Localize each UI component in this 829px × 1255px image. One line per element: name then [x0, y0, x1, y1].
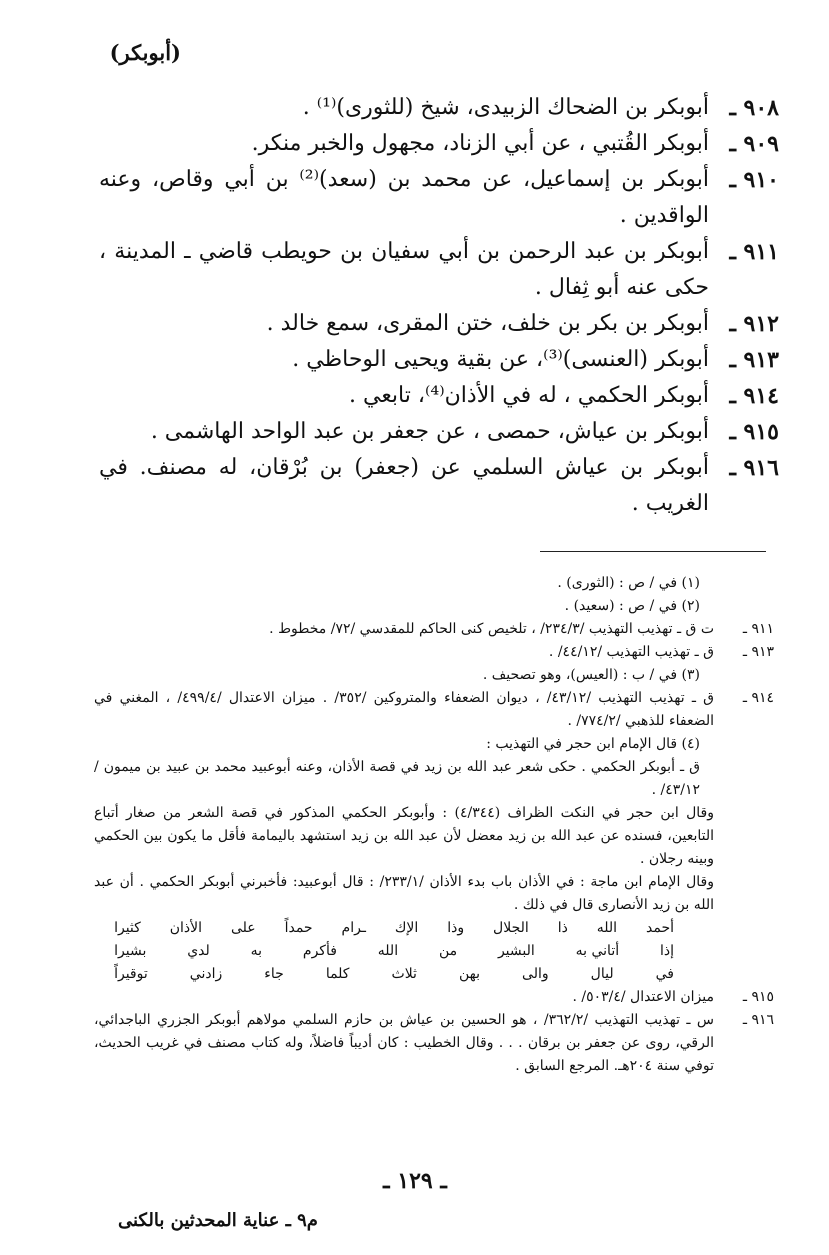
entry — [99, 342, 779, 378]
poem-word: ـرام — [341, 920, 366, 936]
footnote-text: وقال الإمام ابن ماجة : في الأذان باب بدء الأذان /٢٣٣/١/ : قال أبوعبيد: فأخبرني أبوبكر الحكمي . أن عبد الله بن زيد الأنصارى قال في ذلك . — [94, 874, 715, 913]
footnote — [94, 986, 774, 1009]
footnote — [94, 733, 774, 756]
poem-word: به — [250, 943, 263, 959]
poem-word: الجلال — [493, 920, 529, 936]
footnote-text: ت ق ـ تهذيب التهذيب /٢٣٤/٣/ ، تلخيص كنى الحاكم للمقدسي /٧٢/ مخطوط . — [269, 621, 714, 637]
footnote-ref: ٩١٥ ـ — [742, 989, 774, 1005]
poem-word: فأكرم — [302, 943, 337, 959]
footnote — [94, 664, 774, 687]
poem-line — [114, 917, 674, 940]
entry-number: ٩٠٩ ـ — [729, 131, 779, 157]
poem-word: والى — [522, 966, 549, 982]
footnote-ref: ٩١١ ـ — [742, 621, 774, 637]
page-number: ـ ١٢٩ ـ — [383, 1168, 447, 1194]
entry-text: أبوبكر (العنسى)⁽³⁾، عن بقية ويحيى الوحاظي . — [292, 347, 709, 372]
poem-word: أتاني به — [575, 943, 620, 959]
entry — [99, 162, 779, 234]
poem-word: بشيرا — [114, 943, 147, 959]
running-header: (أبوبكر) — [109, 40, 181, 65]
entry-text: أبوبكر الحكمي ، له في الأذان⁽⁴⁾، تابعي . — [349, 383, 709, 408]
poem-line — [114, 940, 674, 963]
entry-text: أبوبكر بن عياش، حمصى ، عن جعفر بن عبد الواحد الهاشمى . — [150, 419, 709, 444]
book-title-footer: م٩ ـ عناية المحدثين بالكنى — [118, 1210, 318, 1231]
footnote-separator — [540, 551, 766, 552]
poem — [114, 917, 774, 986]
entry-text: أبوبكر بن إسماعيل، عن محمد بن (سعد)⁽²⁾ بن أبي وقاص، وعنه الواقدين . — [99, 167, 709, 228]
entry — [99, 450, 779, 522]
entry-text: أبوبكر بن بكر بن خلف، ختن المقرى، سمع خالد . — [266, 311, 709, 336]
entry-number: ٩١٠ ـ — [729, 167, 779, 193]
poem-word: حمداً — [284, 920, 313, 936]
footnote-text: وقال ابن حجر في النكت الظراف (٤/٣٤٤) : وأبوبكر الحكمي المذكور في قصة الشعر من صغار أتباع التابعين، فسنده عن عبد الله بن زيد معضل لأن عبد الله بن زيد استشهد باليمامة فأقل ما يكون بين الحكمي وبينه رجلان . — [94, 805, 715, 867]
footnote-text: ق ـ تهذيب التهذيب /٤٤/١٢/ . — [548, 644, 714, 660]
entry — [99, 90, 779, 126]
footnotes — [94, 572, 774, 1078]
entry — [99, 414, 779, 450]
entry-text: أبوبكر بن عياش السلمي عن (جعفر) بن بُرْقان، له مصنف. في الغريب . — [99, 455, 709, 516]
footnote — [94, 1009, 774, 1078]
poem-word: الله — [377, 943, 399, 959]
entry-number: ٩١٣ ـ — [729, 347, 779, 373]
entry-number: ٩١٦ ـ — [729, 455, 779, 481]
poem-word: توقيراً — [114, 966, 148, 982]
entry-text: أبوبكر القُتبي ، عن أبي الزناد، مجهول والخبر منكر. — [251, 131, 709, 156]
poem-word: الله — [596, 920, 618, 936]
poem-word: الإك — [394, 920, 419, 936]
poem-word: كلما — [325, 966, 350, 982]
poem-word: على — [230, 920, 256, 936]
poem-word: ذا — [557, 920, 568, 936]
footnote — [94, 618, 774, 641]
entry-number: ٩٠٨ ـ — [729, 95, 779, 121]
poem-word: زادني — [189, 966, 223, 982]
entries-list — [99, 90, 779, 522]
entry — [99, 234, 779, 306]
poem-word: ثلاث — [391, 966, 417, 982]
footnote-text: س ـ تهذيب التهذيب /٣٦٢/٢/ ، هو الحسين بن عياش بن حازم السلمي مولاهم أبوبكر الجزري الباجدائي، الرقي، روى عن جعفر بن برقان . . . وقال الخطيب : كان أديباً فاضلاً، وله كتاب مصنف في غريب الحديث، توفي سنة ٢٠٤هـ. المرجع السابق . — [94, 1012, 714, 1074]
footnote — [94, 595, 774, 618]
poem-word: جاء — [264, 966, 284, 982]
poem-line — [114, 963, 674, 986]
poem-word: بهن — [458, 966, 480, 982]
entry-text: أبوبكر بن عبد الرحمن بن أبي سفيان بن حويطب قاضي ـ المدينة ، حكى عنه أبو ثِفال . — [99, 239, 709, 300]
footnote — [94, 641, 774, 664]
entry-number: ٩١٤ ـ — [729, 383, 779, 409]
footnote-ref: ٩١٣ ـ — [742, 644, 774, 660]
poem-word: في — [655, 966, 674, 982]
poem-word: من — [438, 943, 458, 959]
poem-word: لدي — [187, 943, 210, 959]
poem-word: البشير — [497, 943, 535, 959]
entry — [99, 306, 779, 342]
entry-number: ٩١٥ ـ — [729, 419, 779, 445]
entry — [99, 126, 779, 162]
footnote — [94, 572, 774, 595]
footnote-text: (٤) قال الإمام ابن حجر في التهذيب : — [486, 736, 700, 752]
footnote-text: (٢) في / ص : (سعيد) . — [564, 598, 700, 614]
footnote — [94, 756, 774, 802]
entry-number: ٩١٢ ـ — [729, 311, 779, 337]
footnote-ref: ٩١٦ ـ — [742, 1012, 774, 1028]
poem-word: الأذان — [169, 920, 203, 936]
footnote-text: (٣) في / ب : (العيس)، وهو تصحيف . — [482, 667, 700, 683]
footnote — [94, 871, 774, 917]
entry-text: أبوبكر بن الضحاك الزبيدى، شيخ (للثورى)⁽¹⁾ . — [302, 95, 709, 120]
footnote-text: ق ـ تهذيب التهذيب /٤٣/١٢/ ، ديوان الضعفاء والمتروكين /٣٥٢/ . ميزان الاعتدال /٤٩٩/٤/ ، المغني في الضعفاء للذهبي /٧٧٤/٢/ . — [94, 690, 715, 729]
poem-word: كثيرا — [114, 920, 141, 936]
footnote-ref: ٩١٤ ـ — [742, 690, 774, 706]
poem-word: ليال — [590, 966, 614, 982]
poem-word: أحمد — [646, 920, 674, 936]
footnote-text: ميزان الاعتدال /٥٠٣/٤/ . — [572, 989, 714, 1005]
footnote-text: (١) في / ص : (الثورى) . — [557, 575, 700, 591]
entry — [99, 378, 779, 414]
footnote-text: ق ـ أبوبكر الحكمي . حكى شعر عبد الله بن زيد في قصة الأذان، وعنه أبوعبيد محمد بن عبيد بن ميمون /٤٣/١٢/ . — [94, 759, 700, 798]
entry-number: ٩١١ ـ — [729, 239, 779, 265]
footnote — [94, 687, 774, 733]
poem-word: وذا — [447, 920, 465, 936]
poem-word: إذا — [659, 943, 674, 959]
footnote — [94, 802, 774, 871]
